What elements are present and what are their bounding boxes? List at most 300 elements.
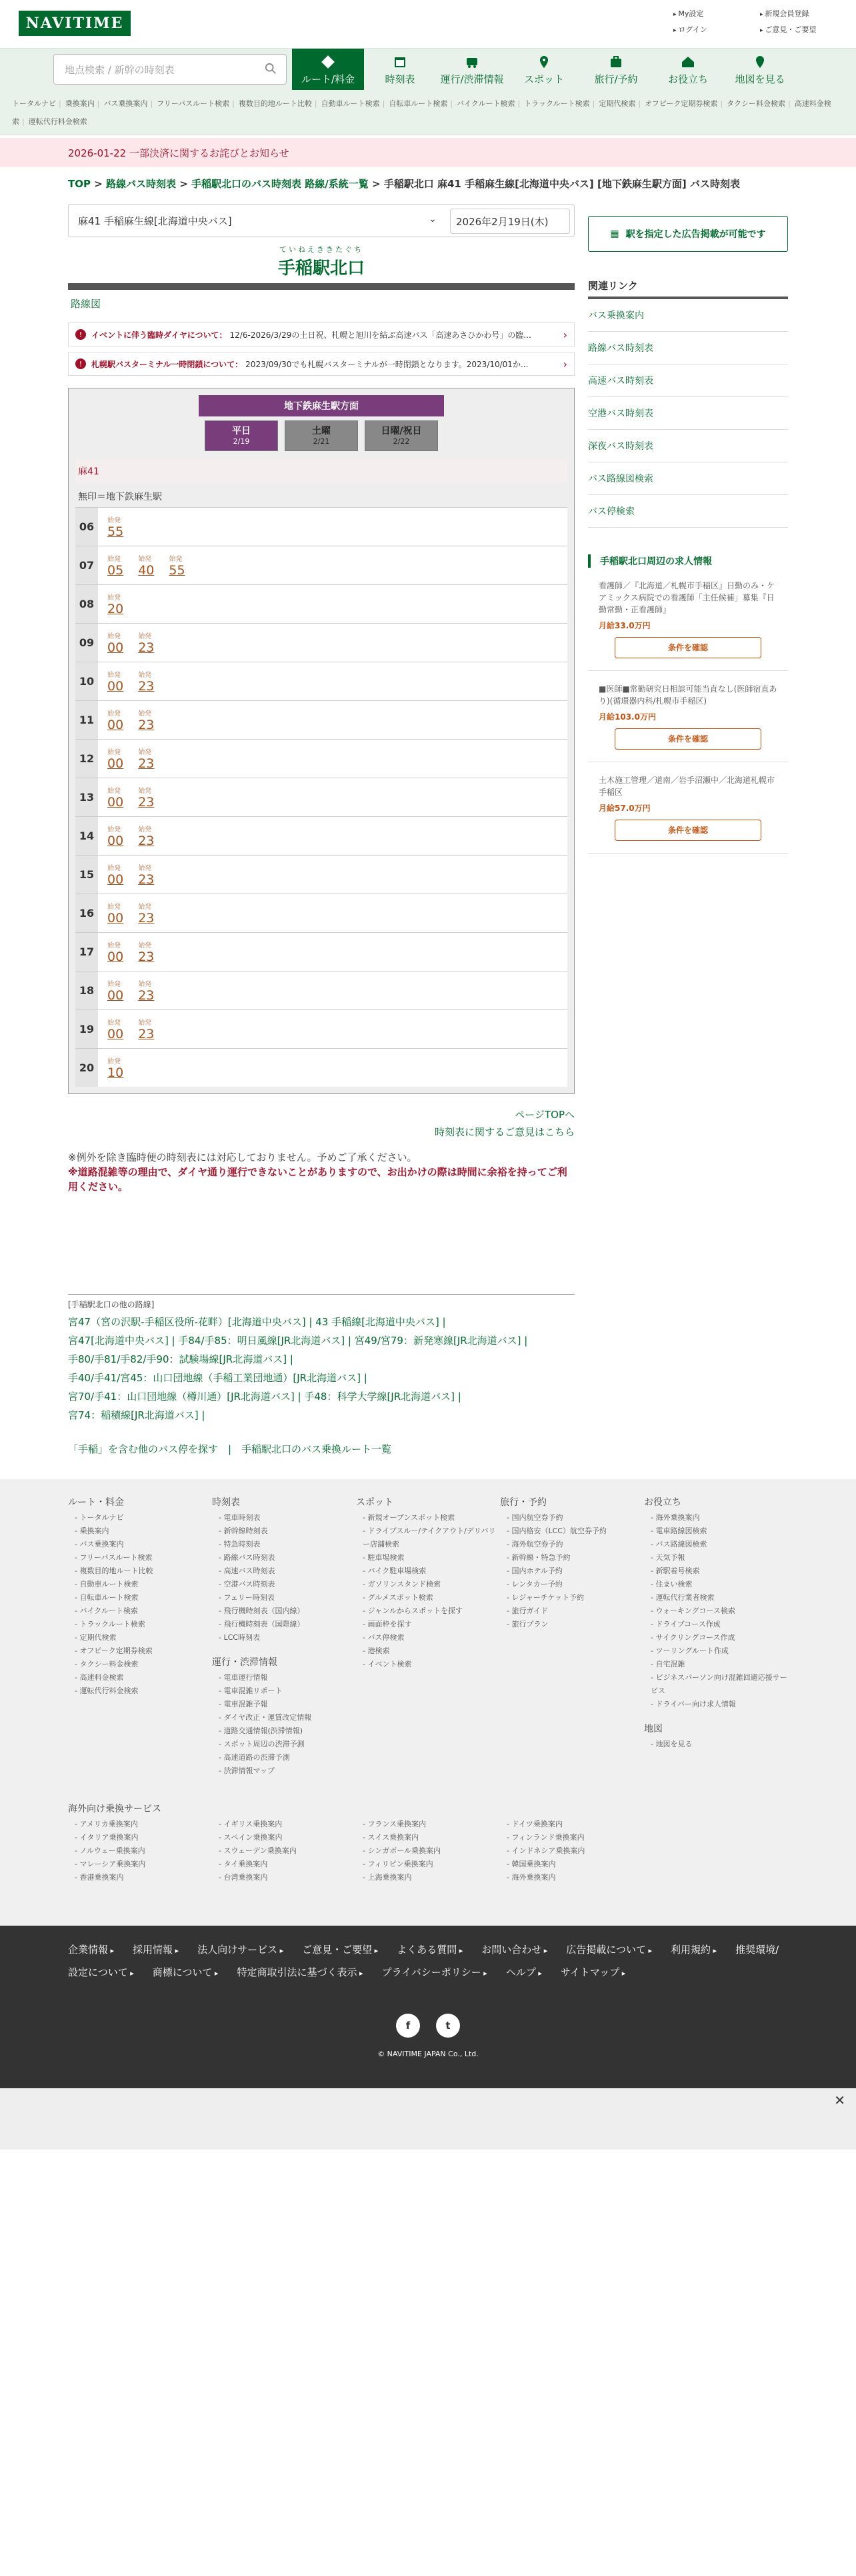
minute-value: 00	[107, 911, 124, 926]
calendar-icon	[393, 55, 407, 69]
overseas-link[interactable]: - スペイン乗換案内	[212, 1831, 356, 1844]
footer-link[interactable]: - 高速料金検索	[68, 1671, 212, 1684]
train-car-icon	[465, 55, 479, 69]
related-link[interactable]: 路線バス時刻表	[588, 332, 788, 364]
footer-nav-link[interactable]: 企業情報 ▸	[68, 1944, 114, 1956]
footer-link[interactable]: - ガソリンスタンド検索	[356, 1578, 500, 1591]
job-check-button[interactable]: 条件を確認	[615, 637, 761, 658]
sublink-item[interactable]: | 複数目的地ルート比較	[232, 99, 312, 108]
footer-link[interactable]: - 駐車場検索	[356, 1551, 500, 1565]
minute-value: 23	[138, 795, 155, 810]
departure-time[interactable]	[107, 1055, 123, 1080]
minute-value: 23	[138, 1027, 155, 1041]
departure-time[interactable]	[107, 669, 123, 694]
minute-value: 00	[107, 872, 124, 887]
ad-icon: ▦	[610, 229, 619, 239]
footer-link[interactable]: - レジャーチケット予約	[500, 1591, 644, 1605]
footer-link[interactable]: - 飛行機時刻表（国内線）	[212, 1605, 356, 1618]
footer-link[interactable]: - 道路交通情報(渋滞情報)	[212, 1724, 356, 1738]
job-check-button[interactable]: 条件を確認	[615, 820, 761, 841]
related-link[interactable]: バス停検索	[588, 495, 788, 528]
overseas-link[interactable]: - フランス乗換案内	[356, 1818, 500, 1831]
pin-icon	[537, 55, 551, 69]
footer-link[interactable]: - フリーパスルート検索	[68, 1551, 212, 1565]
job-check-button[interactable]: 条件を確認	[615, 728, 761, 750]
job-salary: 月給33.0万円	[599, 621, 651, 630]
departure-time[interactable]	[138, 940, 154, 964]
footer-link[interactable]: - ドライブコース作成	[644, 1618, 788, 1631]
footer-link[interactable]: - タクシー料金検索	[68, 1658, 212, 1671]
breadcrumb-bus-timetable[interactable]: 路線バス時刻表	[106, 178, 177, 190]
first-bus-tag: 始発	[138, 865, 152, 872]
footer-link[interactable]: - バイクルート検索	[68, 1605, 212, 1618]
footer-link[interactable]: - 渋滞情報マップ	[212, 1764, 356, 1778]
header	[0, 0, 856, 48]
my-settings-link[interactable]: ▸ My設定	[673, 8, 760, 19]
departure-time[interactable]	[138, 785, 154, 810]
route-map-link[interactable]: 路線図	[71, 298, 101, 310]
sublink-item[interactable]: | フリーパスルート検索	[150, 99, 229, 108]
search-input[interactable]	[53, 54, 287, 85]
minute-value: 05	[107, 563, 124, 578]
related-link[interactable]: 空港バス時刻表	[588, 397, 788, 430]
related-links-title: 関連リンク	[588, 279, 788, 299]
footer-link[interactable]: - LCC時刻表	[212, 1631, 356, 1644]
footer-link[interactable]: - 海外乗換案内	[644, 1511, 788, 1525]
sublink-item[interactable]: | オフピーク定期券検索	[638, 99, 717, 108]
first-bus-tag: 始発	[138, 981, 152, 988]
footer-column	[644, 1495, 788, 1778]
related-link[interactable]: 深夜バス時刻表	[588, 430, 788, 462]
tab-timetable[interactable]: 時刻表	[364, 49, 436, 90]
first-bus-tag: 始発	[138, 672, 152, 679]
sublink-item[interactable]: | 自動車ルート検索	[315, 99, 380, 108]
destination-legend: 無印＝地下鉄麻生駅	[75, 486, 567, 507]
overseas-link[interactable]: - 上海乗換案内	[356, 1871, 500, 1884]
page-top-link[interactable]: ページTOPへ	[515, 1109, 575, 1121]
minute-value: 23	[138, 640, 155, 655]
footer-link[interactable]: - 新幹線・特急予約	[500, 1551, 644, 1565]
extra-links[interactable]: 「手稲」を含む他のバス停を探す | 手稲駅北口のバス乗換ルート一覧	[68, 1443, 392, 1455]
hour-row	[75, 700, 567, 739]
bottom-ad-area	[0, 2088, 856, 2150]
footer-link[interactable]: - 旅行プラン	[500, 1618, 644, 1631]
departure-time[interactable]	[138, 746, 154, 771]
footer-link[interactable]: - 自宅混雑	[644, 1658, 788, 1671]
footer-link[interactable]: - 自動車ルート検索	[68, 1578, 212, 1591]
first-bus-tag: 始発	[107, 981, 121, 988]
first-bus-tag: 始発	[107, 904, 121, 911]
footer-nav-link[interactable]: プライバシーポリシー ▸	[382, 1966, 487, 1978]
alert-event[interactable]: ! イベントに伴う臨時ダイヤについて： 12/6-2026/3/29の土日祝、札幌と旭川を結ぶ高速バス「高速あさひかわ号」の臨... ›	[68, 322, 575, 346]
footer-column-title: 時刻表	[212, 1497, 240, 1508]
sublink-item[interactable]: | バイクルート検索	[450, 99, 515, 108]
hour-label: 09	[75, 624, 98, 662]
hour-label: 14	[75, 817, 98, 855]
footer-link[interactable]: - 複数目的地ルート比較	[68, 1565, 212, 1578]
hour-label: 13	[75, 778, 98, 816]
job-item	[588, 671, 788, 762]
breadcrumb-station[interactable]: 手稲駅北口のバス時刻表 路線/系統一覧	[191, 178, 369, 190]
departure-time[interactable]	[138, 824, 154, 848]
overseas-link[interactable]: - 香港乗換案内	[68, 1871, 212, 1884]
minute-value: 23	[138, 988, 155, 1003]
footer-link[interactable]: - バス乗換案内	[68, 1538, 212, 1551]
overseas-link[interactable]: - スウェーデン乗換案内	[212, 1844, 356, 1858]
footer-nav-link[interactable]: 法人向けサービス ▸	[197, 1944, 283, 1956]
footer-link[interactable]: - 電車運行情報	[212, 1671, 356, 1684]
footer-link[interactable]: - オフピーク定期券検索	[68, 1644, 212, 1658]
sublink-item[interactable]: | トラックルート検索	[518, 99, 590, 108]
hour-rows	[75, 507, 567, 1087]
note-delay: ※道路混雑等の理由で、ダイヤ通り運行できないことがありますので、お出かけの際は時間に余裕を持ってご利用ください。	[68, 1166, 567, 1193]
footer-link[interactable]: - 新規オープンスポット検索	[356, 1511, 500, 1525]
station-ruby: ていねえききたぐち	[279, 245, 363, 254]
job-salary: 月給57.0万円	[599, 804, 651, 813]
footer-link[interactable]: - 国内航空券予約	[500, 1511, 644, 1525]
footer-link[interactable]: - 路線バス時刻表	[212, 1551, 356, 1565]
footer-link[interactable]: - 電車混雑リポート	[212, 1684, 356, 1698]
footer-nav-link[interactable]: ご意見・ご要望 ▸	[302, 1944, 378, 1956]
overseas-link[interactable]: - シンガポール乗換案内	[356, 1844, 500, 1858]
other-lines-title: [手稲駅北口の他の路線]	[68, 1300, 155, 1309]
hour-label: 20	[75, 1049, 98, 1087]
departure-time[interactable]	[107, 824, 123, 848]
departure-time[interactable]	[138, 669, 154, 694]
breadcrumb: TOP > 路線バス時刻表 > 手稲駅北口のバス時刻表 路線/系統一覧 > 手稲駅北口 麻41 手稲麻生線[北海道中央バス] [地下鉄麻生駅方面] バス時刻表	[68, 178, 740, 190]
minute-value: 00	[107, 1027, 124, 1041]
first-bus-tag: 始発	[107, 672, 121, 679]
tab-travel[interactable]: 旅行/予約	[580, 49, 652, 90]
footer-column-title: 旅行・予約	[500, 1497, 547, 1508]
overseas-link[interactable]: - インドネシア乗換案内	[500, 1844, 644, 1858]
minute-value: 00	[107, 988, 124, 1003]
departure-time[interactable]	[107, 978, 123, 1003]
departure-time[interactable]	[107, 785, 123, 810]
date-select[interactable]: 2026年2月19日(木)	[450, 209, 570, 234]
footer-link[interactable]: - トータルナビ	[68, 1511, 212, 1525]
tab-spot[interactable]: スポット	[508, 49, 580, 90]
hour-row	[75, 623, 567, 662]
related-link[interactable]: バス路線図検索	[588, 462, 788, 495]
footer-link[interactable]: - レンタカー予約	[500, 1578, 644, 1591]
other-lines	[68, 1294, 575, 1425]
tab-map[interactable]: 地図を見る	[724, 49, 796, 90]
other-line-link[interactable]: 宮47（宮の沢駅-手稲区役所-花畔）[北海道中央バス] | 43 手稲線[北海道中央バス] |	[68, 1316, 446, 1328]
search-placeholder: 地点検索 / 新幹の時刻表	[65, 63, 175, 76]
job-text[interactable]: ■医師■常勤研究日相談可能当直なし(医師宿直あり)(循環器内科/札幌市手稲区)	[599, 684, 777, 706]
minutes-group	[98, 894, 154, 932]
navitime-logo[interactable]: NAVITIME	[19, 11, 131, 36]
footer-nav-link[interactable]: 採用情報 ▸	[133, 1944, 179, 1956]
footer-link[interactable]: - 天気予報	[644, 1551, 788, 1565]
hour-row	[75, 855, 567, 894]
departure-time[interactable]	[138, 630, 154, 655]
related-link[interactable]: バス乗換案内	[588, 299, 788, 332]
footer-link[interactable]: - 飛行機時刻表（国際線）	[212, 1618, 356, 1631]
minute-value: 23	[138, 950, 155, 964]
footer-link[interactable]: - 運転代行料金検索	[68, 1684, 212, 1698]
tab-useful[interactable]: お役立ち	[652, 49, 724, 90]
first-bus-tag: 始発	[138, 904, 152, 911]
footer-nav-link[interactable]: 商標について ▸	[153, 1966, 219, 1978]
house-icon	[681, 55, 695, 69]
footer-nav-link[interactable]: 利用規約 ▸	[671, 1944, 717, 1956]
breadcrumb-top[interactable]: TOP	[68, 178, 91, 190]
footer-link[interactable]: - 特急時刻表	[212, 1538, 356, 1551]
minute-value: 23	[138, 834, 155, 848]
footer-link[interactable]: - ツーリングルート作成	[644, 1644, 788, 1658]
tab-weekday[interactable]: 平日 2/19	[205, 420, 278, 451]
minute-value: 23	[138, 718, 155, 732]
footer-link[interactable]: - バイク駐車場検索	[356, 1565, 500, 1578]
ad-placement-button[interactable]: ▦ 駅を指定した広告掲載が可能です	[588, 216, 788, 252]
footer-link[interactable]: - 旅行ガイド	[500, 1605, 644, 1618]
overseas-link[interactable]: - 海外乗換案内	[500, 1871, 644, 1884]
minute-value: 55	[107, 524, 124, 539]
feedback-link[interactable]: ▸ ご意見・ご要望	[760, 24, 847, 35]
minute-value: 23	[138, 872, 155, 887]
footer-link[interactable]: - 高速バス時刻表	[212, 1565, 356, 1578]
footer-nav-link[interactable]: 特定商取引法に基づく表示 ▸	[237, 1966, 363, 1978]
first-bus-tag: 始発	[138, 556, 152, 563]
other-line-link[interactable]: 手80/手81/手82/手90：試験場線[JR北海道バス] |	[68, 1353, 293, 1365]
footer-nav-link[interactable]: よくある質問 ▸	[397, 1944, 463, 1956]
footer-nav-link[interactable]: お問い合わせ ▸	[481, 1944, 547, 1956]
departure-time[interactable]	[107, 708, 123, 732]
minute-value: 00	[107, 795, 124, 810]
footer-link[interactable]: - ダイヤ改正・運賃改定情報	[212, 1711, 356, 1724]
footer-column-title: 運行・渋滞情報	[212, 1657, 277, 1668]
departure-time[interactable]	[138, 553, 154, 578]
footer-link[interactable]: - 海外航空券予約	[500, 1538, 644, 1551]
overseas-link[interactable]: - 韓国乗換案内	[500, 1858, 644, 1871]
tab-saturday[interactable]: 土曜 2/21	[285, 420, 358, 451]
departure-time[interactable]	[107, 592, 123, 616]
footer-link[interactable]: - ジャンルからスポットを探す	[356, 1605, 500, 1618]
divider-bar	[68, 283, 575, 290]
job-item	[588, 568, 788, 671]
departure-time[interactable]	[138, 1017, 154, 1041]
footer-nav-link[interactable]: ヘルプ ▸	[506, 1966, 542, 1978]
map-icon	[753, 55, 767, 69]
overseas-link[interactable]: - アメリカ乗換案内	[68, 1818, 212, 1831]
chevron-down-icon[interactable]: ⌄	[429, 214, 437, 225]
footer-sitemap	[0, 1479, 856, 1926]
overseas-link[interactable]: - ノルウェー乗換案内	[68, 1844, 212, 1858]
first-bus-tag: 始発	[169, 556, 183, 563]
other-line-link[interactable]: 手40/手41/宮45：山口団地線（手稲工業団地通）[JR北海道バス] |	[68, 1372, 367, 1384]
footer-nav-link[interactable]: 広告掲載について ▸	[566, 1944, 652, 1956]
departure-time[interactable]	[107, 514, 123, 539]
footer-link[interactable]: - トラックルート検索	[68, 1618, 212, 1631]
sublink-item[interactable]: | 定期代検索	[593, 99, 636, 108]
overseas-link[interactable]: - フィンランド乗換案内	[500, 1831, 644, 1844]
footer-link[interactable]: - 電車時刻表	[212, 1511, 356, 1525]
footer-nav-link[interactable]: 推奨環境/設定について ▸	[68, 1944, 779, 1978]
departure-time[interactable]	[107, 746, 123, 771]
tab-holiday[interactable]: 日曜/祝日 2/22	[365, 420, 438, 451]
departure-time[interactable]	[107, 553, 123, 578]
overseas-link[interactable]: - ドイツ乗換案内	[500, 1818, 644, 1831]
breadcrumb-current: 手稲駅北口 麻41 手稲麻生線[北海道中央バス] [地下鉄麻生駅方面] バス時刻表	[383, 178, 740, 190]
minute-value: 23	[138, 911, 155, 926]
tab-traffic[interactable]: 運行/渋滞情報	[436, 49, 508, 90]
first-bus-tag: 始発	[107, 788, 121, 795]
departure-time[interactable]	[107, 862, 123, 887]
overseas-link[interactable]: - 台湾乗換案内	[212, 1871, 356, 1884]
footer-link[interactable]: - ドライバー向け求人情報	[644, 1698, 788, 1711]
footer-link[interactable]: - 電車路線図検索	[644, 1525, 788, 1538]
footer-link[interactable]: - 運転代行業者検索	[644, 1591, 788, 1605]
footer-link[interactable]: - 国内格安（LCC）航空券予約	[500, 1525, 644, 1538]
timetable-feedback-link[interactable]: 時刻表に関するご意見はこちら	[434, 1126, 575, 1138]
job-item	[588, 762, 788, 854]
sublink-item[interactable]: | タクシー料金検索	[720, 99, 785, 108]
departure-time[interactable]	[107, 940, 123, 964]
sublink-item[interactable]: トータルナビ	[12, 99, 56, 108]
minutes-group	[98, 508, 123, 546]
job-salary: 月給103.0万円	[599, 712, 656, 722]
overseas-link[interactable]: - イタリア乗換案内	[68, 1831, 212, 1844]
line-label: 麻41	[75, 459, 567, 483]
related-link[interactable]: 高速バス時刻表	[588, 364, 788, 397]
minutes-group	[98, 662, 154, 700]
footer-link[interactable]: - サイクリングコース作成	[644, 1631, 788, 1644]
departure-time[interactable]	[138, 901, 154, 926]
direction-header: 地下鉄麻生駅方面	[199, 395, 444, 416]
alert-terminal[interactable]: ! 札幌駅バスターミナル一時閉鎖について： 2023/09/30でも札幌バスターミナルが一時閉鎖となります。2023/10/01か... ›	[68, 352, 575, 376]
sublink-item[interactable]: | 自転車ルート検索	[383, 99, 448, 108]
register-link[interactable]: ▸ 新規会員登録	[760, 8, 847, 19]
hour-label: 07	[75, 546, 98, 584]
other-line-link[interactable]: 宮70/手41：山口団地線（樽川通）[JR北海道バス] | 手48：科学大学線[JR北海道バス] |	[68, 1391, 461, 1403]
overseas-link[interactable]: - タイ乗換案内	[212, 1858, 356, 1871]
first-bus-tag: 始発	[107, 1019, 121, 1027]
departure-time[interactable]	[138, 978, 154, 1003]
sidebar	[588, 216, 788, 854]
hour-label: 12	[75, 740, 98, 778]
search-icon[interactable]	[265, 63, 277, 75]
sublink-item[interactable]: | バス乗換案内	[97, 99, 148, 108]
minutes-group	[98, 971, 154, 1009]
footer	[0, 1926, 856, 2088]
jobs-title: 手稲駅北口周辺の求人情報	[588, 554, 788, 568]
hour-label: 19	[75, 1010, 98, 1048]
hour-row	[75, 894, 567, 932]
sub-links	[0, 89, 856, 135]
tab-route[interactable]: ルート/料金	[292, 49, 364, 90]
minute-value: 00	[107, 640, 124, 655]
footer-link[interactable]: - 自転車ルート検索	[68, 1591, 212, 1605]
departure-time[interactable]	[107, 630, 123, 655]
footer-link[interactable]: - 新駅着号検索	[644, 1565, 788, 1578]
sublink-item[interactable]: | 高速料金検索	[12, 99, 831, 126]
footer-link[interactable]: - 国内ホテル予約	[500, 1565, 644, 1578]
departure-time[interactable]	[138, 708, 154, 732]
footer-link[interactable]: - 定期代検索	[68, 1631, 212, 1644]
minutes-group	[98, 933, 154, 971]
hour-row	[75, 932, 567, 971]
footer-link[interactable]: - ビジネスパーソン向け混雑回避応援サービス	[644, 1671, 788, 1698]
minute-value: 40	[138, 563, 155, 578]
footer-link[interactable]: - グルメスポット検索	[356, 1591, 500, 1605]
footer-link[interactable]: - 港検索	[356, 1644, 500, 1658]
footer-link[interactable]: - ドライブスルー/テイクアウト/デリバリー店舗検索	[356, 1525, 500, 1551]
footer-link[interactable]: - イベント検索	[356, 1658, 500, 1671]
other-line-link[interactable]: 宮74：稲積線[JR北海道バス] |	[68, 1409, 205, 1421]
notice-banner[interactable]: 2026-01-22 一部決済に関するお詫びとお知らせ	[0, 138, 856, 167]
first-bus-tag: 始発	[107, 942, 121, 950]
job-text[interactable]: 看護師／『北海道／札幌市手稲区』日勤のみ・ケアミックス病院での看護師「主任候補」募集『日勤常勤・正看護師』	[599, 581, 775, 614]
route-select[interactable]: 麻41 手稲麻生線[北海道中央バス]	[78, 215, 232, 227]
footer-link[interactable]: - 地図を見る	[644, 1738, 788, 1751]
minute-value: 00	[107, 950, 124, 964]
other-line-link[interactable]: 宮47[北海道中央バス] | 手84/手85：明日風線[JR北海道バス] | 宮49/宮79：新発寒線[JR北海道バス] |	[68, 1335, 528, 1347]
minute-value: 23	[138, 756, 155, 771]
sublink-item[interactable]: | 運転代行料金検索	[22, 117, 87, 126]
minutes-group	[98, 856, 154, 894]
main-nav	[0, 48, 856, 89]
close-icon[interactable]: ✕	[834, 2092, 845, 2108]
hour-row	[75, 816, 567, 855]
footer-link[interactable]: - 乗換案内	[68, 1525, 212, 1538]
twitter-icon[interactable]: t	[436, 2014, 460, 2038]
departure-time[interactable]	[107, 901, 123, 926]
first-bus-tag: 始発	[138, 826, 152, 834]
footer-link[interactable]: - 新幹線時刻表	[212, 1525, 356, 1538]
minute-value: 00	[107, 679, 124, 694]
footer-link[interactable]: - 画面枠を探す	[356, 1618, 500, 1631]
hour-label: 10	[75, 662, 98, 700]
minute-value: 20	[107, 602, 124, 616]
first-bus-tag: 始発	[107, 710, 121, 718]
facebook-icon[interactable]: f	[396, 2014, 420, 2038]
hour-row	[75, 1009, 567, 1048]
departure-time[interactable]	[169, 553, 185, 578]
overseas-link[interactable]: - フィリピン乗換案内	[356, 1858, 500, 1871]
overseas-link[interactable]: - スイス乗換案内	[356, 1831, 500, 1844]
login-link[interactable]: ▸ ログイン	[673, 24, 760, 35]
overseas-link[interactable]: - マレーシア乗換案内	[68, 1858, 212, 1871]
hour-label: 18	[75, 971, 98, 1009]
copyright: © NAVITIME JAPAN Co., Ltd.	[377, 2050, 479, 2058]
footer-link[interactable]: - 空港バス時刻表	[212, 1578, 356, 1591]
footer-link[interactable]: - 高速道路の渋滞予測	[212, 1751, 356, 1764]
minute-value: 00	[107, 834, 124, 848]
job-text[interactable]: 土木施工管理／道南／岩手沼瀬中／北海道札幌市手稲区	[599, 776, 775, 797]
footer-link[interactable]: - フェリー時刻表	[212, 1591, 356, 1605]
footer-column	[212, 1495, 356, 1778]
footer-link[interactable]: - ウォーキングコース検索	[644, 1605, 788, 1618]
departure-time[interactable]	[107, 1017, 123, 1041]
footer-nav-link[interactable]: サイトマップ ▸	[561, 1966, 625, 1978]
first-bus-tag: 始発	[107, 556, 121, 563]
overseas-link[interactable]: - イギリス乗換案内	[212, 1818, 356, 1831]
first-bus-tag: 始発	[107, 826, 121, 834]
minutes-group	[98, 817, 154, 855]
first-bus-tag: 始発	[138, 710, 152, 718]
sublink-item[interactable]: | 乗換案内	[59, 99, 95, 108]
departure-time[interactable]	[138, 862, 154, 887]
footer-link[interactable]: - スポット周辺の渋滞予測	[212, 1738, 356, 1751]
footer-column-title: お役立ち	[644, 1497, 681, 1508]
footer-link[interactable]: - バス停検索	[356, 1631, 500, 1644]
footer-link[interactable]: - バス路線図検索	[644, 1538, 788, 1551]
first-bus-tag: 始発	[107, 749, 121, 756]
footer-link[interactable]: - 住まい検索	[644, 1578, 788, 1591]
footer-link[interactable]: - 電車混雑予報	[212, 1698, 356, 1711]
